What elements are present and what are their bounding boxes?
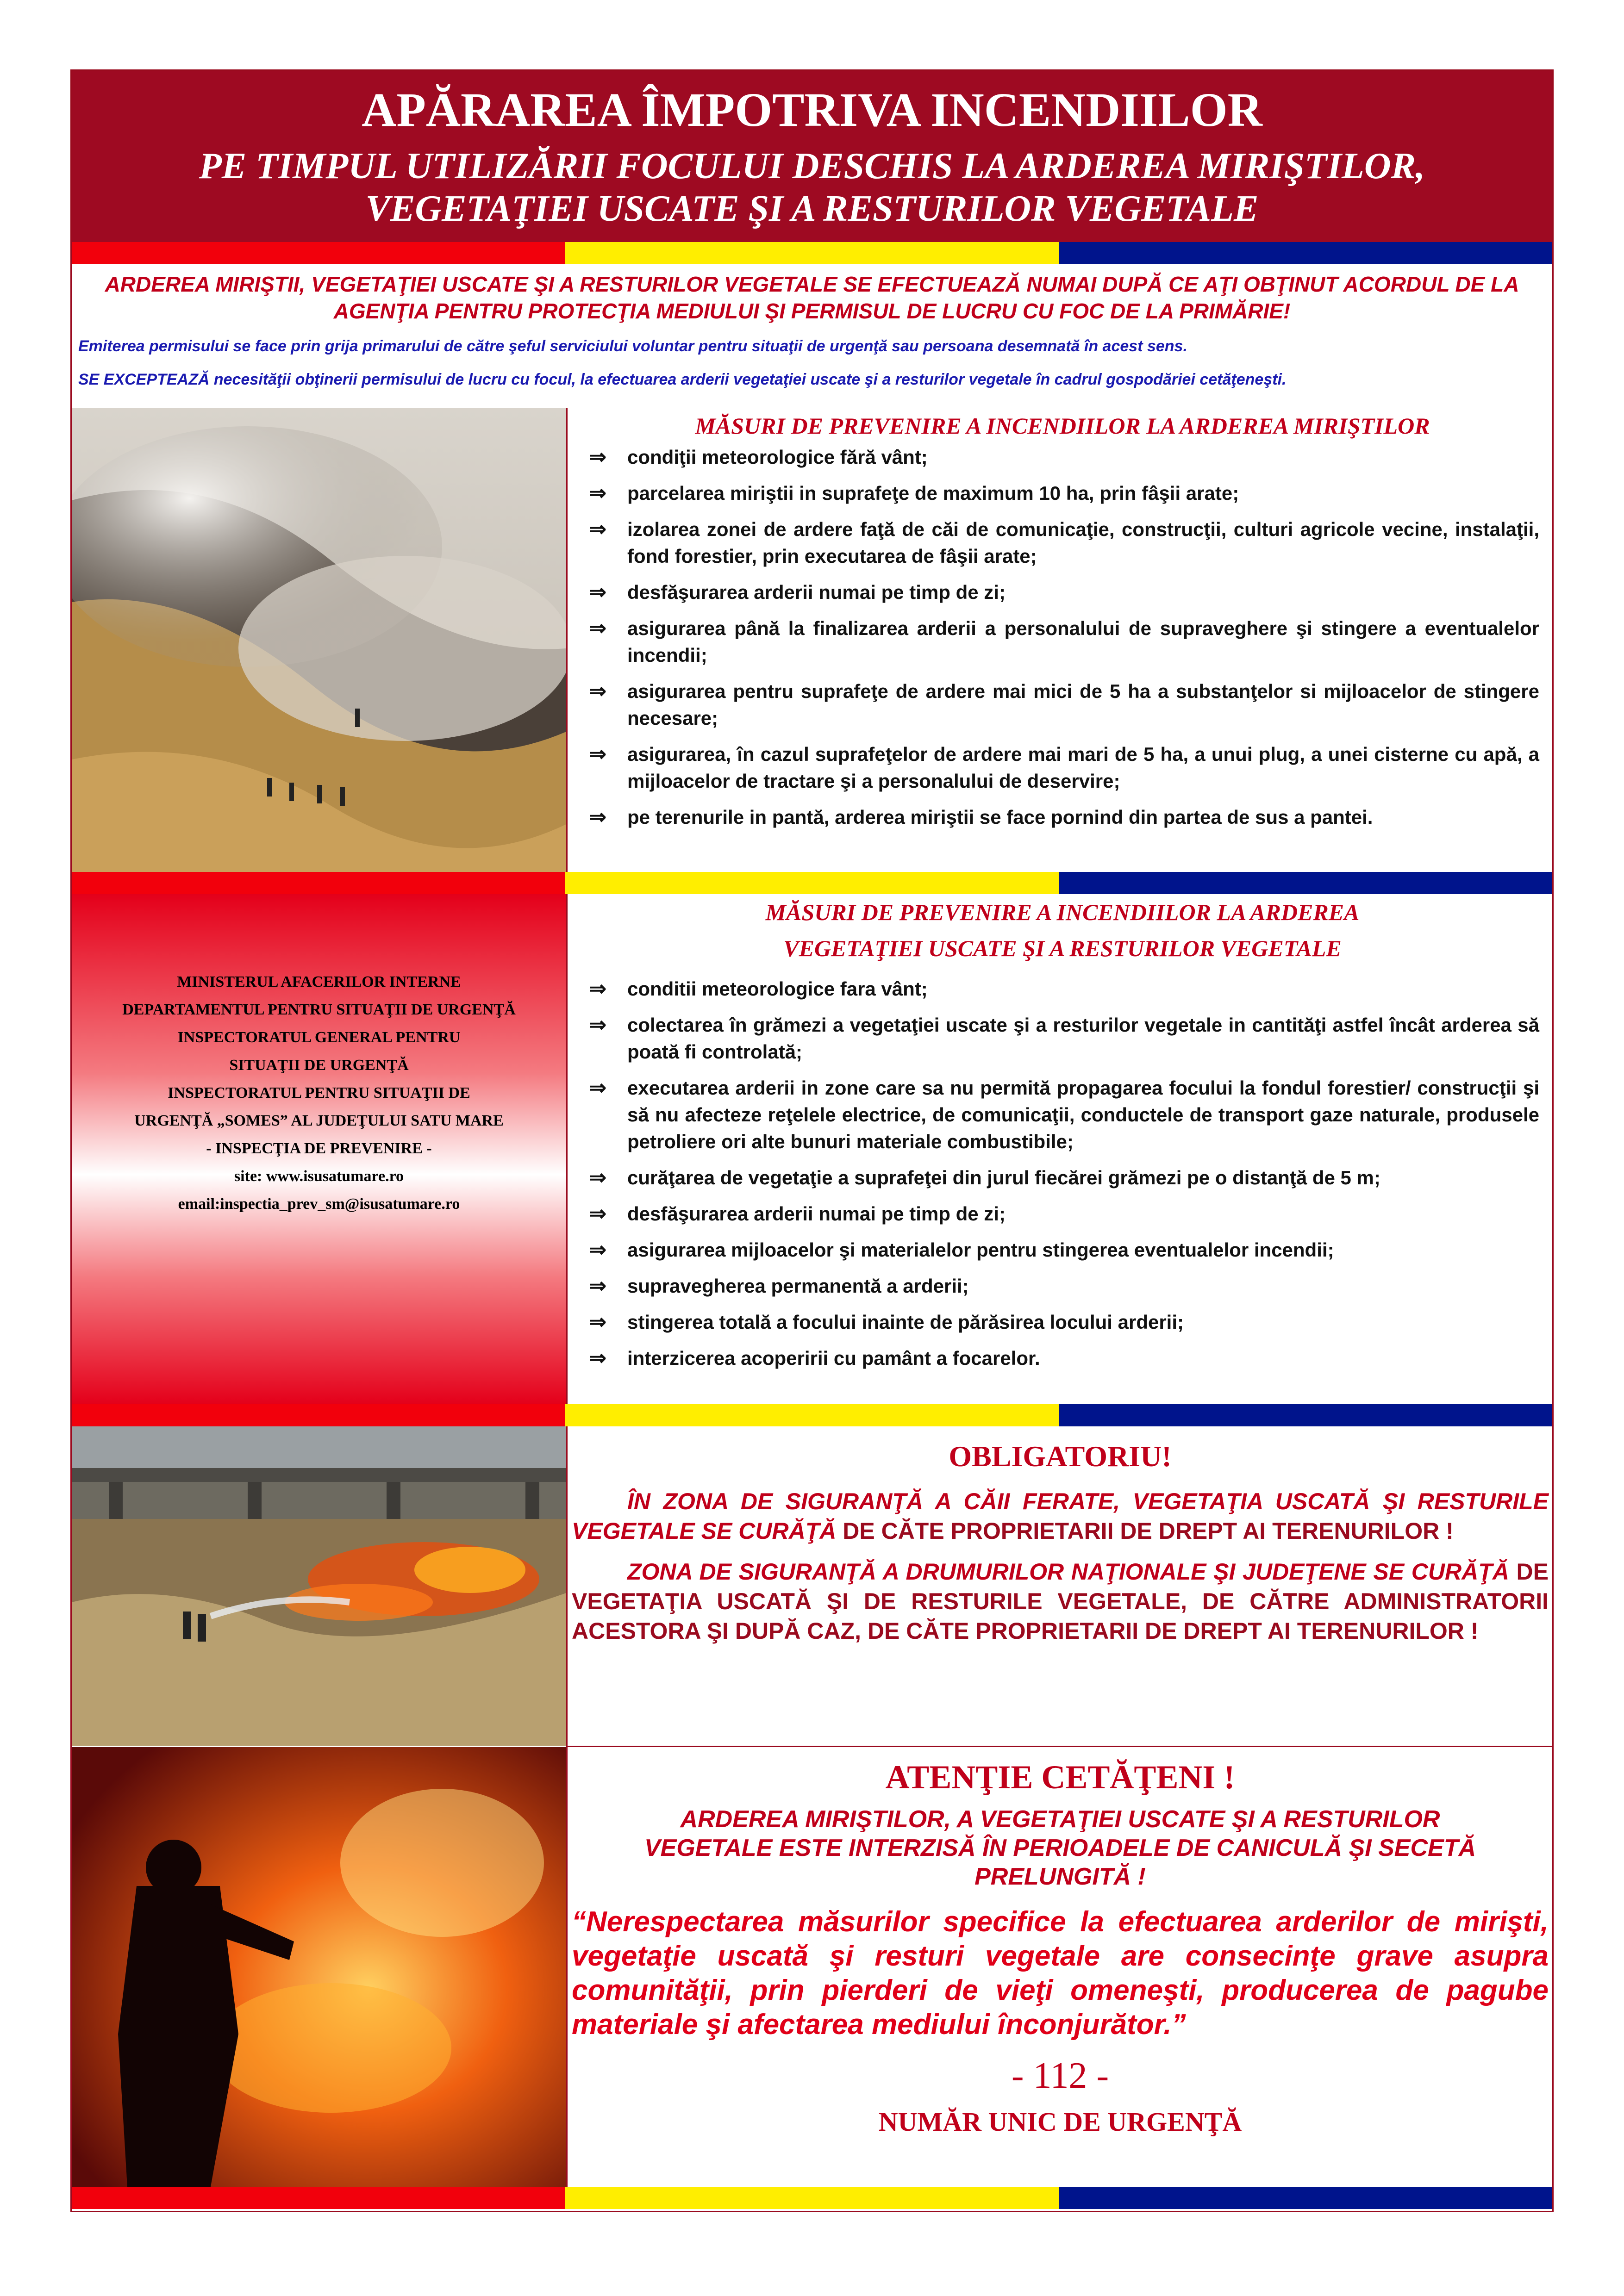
measure-text: condiţii meteorologice fără vânt; <box>627 446 928 468</box>
exception-prefix: SE EXCEPTEAZĂ <box>78 371 210 388</box>
arrow-icon: ⇒ <box>589 581 606 604</box>
arrow-icon: ⇒ <box>589 1311 606 1333</box>
tricolor-stripe <box>72 872 1552 894</box>
measure-item <box>586 516 1539 570</box>
arrow-icon: ⇒ <box>589 446 606 468</box>
measure-item <box>586 1012 1539 1065</box>
ministry-line: INSPECTORATUL PENTRU SITUAŢII DE <box>168 1084 470 1101</box>
measure-text: conditii meteorologice fara vânt; <box>627 978 928 1000</box>
attention-title: ATENŢIE CETĂŢENI ! <box>885 1759 1235 1796</box>
measure-item <box>586 678 1539 732</box>
measure-text: colectarea în grămezi a vegetaţiei uscate şi a resturilor vegetale in cantităţi astfel încât arderea să poată fi controlată; <box>627 1014 1539 1063</box>
stubble-measures-list <box>586 444 1539 831</box>
exception-note <box>78 371 1546 389</box>
ministry-line: - INSPECŢIA DE PREVENIRE - <box>206 1140 432 1157</box>
vegetation-measures <box>586 899 1539 1381</box>
poster-subtitle <box>72 145 1552 230</box>
measure-item <box>586 1201 1539 1227</box>
road-rule-emphasis: ZONA DE SIGURANŢĂ A DRUMURILOR NAŢIONALE ŞI JUDEŢENE SE CURĂŢĂ <box>627 1559 1509 1585</box>
column-divider <box>566 408 568 872</box>
arrow-icon: ⇒ <box>589 1076 606 1099</box>
warning-quote: “Nerespectarea măsurilor specifice la efectuarea arderilor de mirişti, vegetaţie uscată şi resturi vegetale are consecinţe grave asupra comunităţii, prin pierderi de vieţi omeneşti, producerea de pagube materiale şi afectarea mediului înconjurător.” <box>572 1906 1549 2041</box>
ministry-line: email:inspectia_prev_sm@isusatumare.ro <box>178 1195 460 1213</box>
permit-notice: ARDEREA MIRIŞTII, VEGETAŢIEI USCATE ŞI A RESTURILOR VEGETALE SE EFECTUEAZĂ NUMAI DUPĂ CE AŢI OBŢINUT ACORDUL DE LA AGENŢIA PENTRU PROTECŢIA MEDIULUI ŞI PERMISUL DE LUCRU CU FOC DE LA PRIMĂRIE! <box>105 272 1519 323</box>
emergency-label: NUMĂR UNIC DE URGENŢĂ <box>878 2107 1242 2137</box>
measure-text: executarea arderii in zone care sa nu permită propagarea focului la fondul forestier/ construcţii şi să nu afecteze reţelele electrice, de comunicaţii, conductele de transport gaze naturale, produsele petroliere ori alte bunuri materiale combustibile; <box>627 1077 1539 1152</box>
vegetation-measures-title-2: VEGETAŢIEI USCATE ŞI A RESTURILOR VEGETALE <box>783 935 1342 961</box>
railway-rule-text: DE CĂTE PROPRIETARII DE DREPT AI TERENURILOR ! <box>836 1518 1454 1544</box>
measure-item <box>586 1273 1539 1300</box>
arrow-icon: ⇒ <box>589 1275 606 1297</box>
attention-block <box>572 1747 1549 2137</box>
vegetation-measures-title-1: MĂSURI DE PREVENIRE A INCENDIILOR LA ARDEREA <box>765 899 1360 925</box>
vegetation-measures-list <box>586 976 1539 1372</box>
measure-text: stingerea totală a focului inainte de părăsirea locului arderii; <box>627 1311 1184 1333</box>
measure-item <box>586 741 1539 795</box>
subtitle-line-1: PE TIMPUL UTILIZĂRII FOCULUI DESCHIS LA ARDEREA MIRIŞTILOR, <box>199 146 1425 187</box>
ministry-line: DEPARTAMENTUL PENTRU SITUAŢII DE URGENŢĂ <box>122 1001 516 1018</box>
permit-issuance-note: Emiterea permisului se face prin grija primarului de către şeful serviciului voluntar pentru situaţii de urgenţă sau persoana desemnată în acest sens. <box>78 337 1187 355</box>
measure-text: curăţarea de vegetaţie a suprafeţei din jurul fiecărei grămezi pe o distanţă de 5 m; <box>627 1167 1380 1188</box>
railway-rule-emphasis: ÎN ZONA DE SIGURANŢĂ A CĂII FERATE, VEGETAŢIA USCATĂ ŞI RESTURILE VEGETALE SE CURĂŢĂ <box>572 1488 1549 1544</box>
poster <box>70 69 1554 2212</box>
measure-item <box>586 615 1539 669</box>
measure-text: desfăşurarea arderii numai pe timp de zi; <box>627 581 1006 603</box>
arrow-icon: ⇒ <box>589 518 606 541</box>
tricolor-stripe <box>72 242 1552 264</box>
measure-text: asigurarea mijloacelor şi materialelor pentru stingerea eventualelor incendii; <box>627 1239 1334 1261</box>
ministry-line: URGENŢĂ „SOMES” AL JUDEŢULUI SATU MARE <box>134 1112 504 1129</box>
arrow-icon: ⇒ <box>589 1202 606 1225</box>
ministry-info <box>72 968 566 1218</box>
arrow-icon: ⇒ <box>589 743 606 765</box>
stubble-measures <box>586 412 1539 840</box>
subtitle-line-2: VEGETAŢIEI USCATE ŞI A RESTURILOR VEGETALE <box>365 188 1259 229</box>
arrow-icon: ⇒ <box>589 1238 606 1261</box>
measure-text: supravegherea permanentă a arderii; <box>627 1275 969 1297</box>
arrow-icon: ⇒ <box>589 977 606 1000</box>
measure-item <box>586 579 1539 606</box>
railway-fire-photo <box>72 1426 566 1746</box>
column-divider <box>566 894 568 1404</box>
measure-text: izolarea zonei de ardere faţă de căi de comunicaţie, construcţii, culturi agricole vecine, instalaţii, fond forestier, prin executarea de fâşii arate; <box>627 518 1539 567</box>
measure-text: asigurarea, în cazul suprafeţelor de ardere mai mari de 5 ha, a unui plug, a unei cisterne cu apă, a mijloacelor de tractare şi a personalului de deservire; <box>627 743 1539 792</box>
measure-text: pe terenurile in pantă, arderea miriştii se face pornind din partea de sus a pantei. <box>627 806 1373 828</box>
tricolor-stripe <box>72 2187 1552 2209</box>
stubble-measures-title: MĂSURI DE PREVENIRE A INCENDIILOR LA ARDEREA MIRIŞTILOR <box>695 413 1430 439</box>
measure-text: interzicerea acoperirii cu pamânt a focarelor. <box>627 1347 1040 1369</box>
arrow-icon: ⇒ <box>589 482 606 504</box>
arrow-icon: ⇒ <box>589 680 606 703</box>
emergency-number: - 112 - <box>1011 2055 1109 2096</box>
arrow-icon: ⇒ <box>589 1014 606 1036</box>
measure-item <box>586 804 1539 831</box>
burning-ban: ARDEREA MIRIŞTILOR, A VEGETAŢIEI USCATE ŞI A RESTURILOR VEGETALE ESTE INTERZISĂ ÎN PERIOADELE DE CANICULĂ ŞI SECETĂ PRELUNGITĂ ! <box>644 1806 1476 1890</box>
ministry-line: INSPECTORATUL GENERAL PENTRU <box>177 1029 461 1046</box>
ministry-line: MINISTERUL AFACERILOR INTERNE <box>177 973 461 990</box>
mandatory-block <box>572 1426 1549 1646</box>
measure-item <box>586 1164 1539 1191</box>
stubble-fire-photo <box>72 408 566 872</box>
header-banner <box>72 71 1552 242</box>
mandatory-title: OBLIGATORIU! <box>949 1440 1172 1473</box>
measure-item <box>586 1345 1539 1372</box>
arrow-icon: ⇒ <box>589 1166 606 1189</box>
ministry-line: SITUAŢII DE URGENŢĂ <box>229 1057 409 1074</box>
measure-text: parcelarea miriştii in suprafeţe de maximum 10 ha, prin fâşii arate; <box>627 482 1239 504</box>
measure-item <box>586 444 1539 471</box>
measure-text: asigurarea până la finalizarea arderii a personalului de supraveghere şi stingere a eventualelor incendii; <box>627 617 1539 666</box>
measure-item <box>586 1237 1539 1263</box>
column-divider <box>566 1426 568 1746</box>
arrow-icon: ⇒ <box>589 806 606 828</box>
poster-title: APĂRAREA ÎMPOTRIVA INCENDIILOR <box>362 83 1262 137</box>
ministry-line: site: www.isusatumare.ro <box>234 1168 404 1185</box>
measure-item <box>586 976 1539 1002</box>
measure-item <box>586 1309 1539 1336</box>
exception-text: necesităţii obţinerii permisului de lucru cu focul, la efectuarea arderii vegetaţiei uscate şi a resturilor vegetale în cadrul gospodăriei cetăţeneşti. <box>209 371 1287 388</box>
measure-item <box>586 1075 1539 1155</box>
arrow-icon: ⇒ <box>589 1347 606 1369</box>
firefighter-photo <box>72 1747 566 2187</box>
measure-text: asigurarea pentru suprafeţe de ardere mai mici de 5 ha a substanţelor si mijloacelor de stingere necesare; <box>627 680 1539 729</box>
railway-rule <box>572 1487 1549 1546</box>
ministry-panel <box>72 894 566 1404</box>
arrow-icon: ⇒ <box>589 617 606 640</box>
road-rule <box>572 1557 1549 1646</box>
column-divider <box>566 1747 568 2187</box>
tricolor-stripe <box>72 1404 1552 1426</box>
measure-text: desfăşurarea arderii numai pe timp de zi; <box>627 1203 1006 1225</box>
measure-item <box>586 480 1539 507</box>
road-rule-text: DE VEGETAŢIA USCATĂ ŞI DE RESTURILE VEGETALE, DE CĂTRE ADMINISTRATORII ACESTORA ŞI DUPĂ CAZ, DE CĂTE PROPRIETARII DE DREPT AI TERENURILOR ! <box>572 1559 1549 1644</box>
